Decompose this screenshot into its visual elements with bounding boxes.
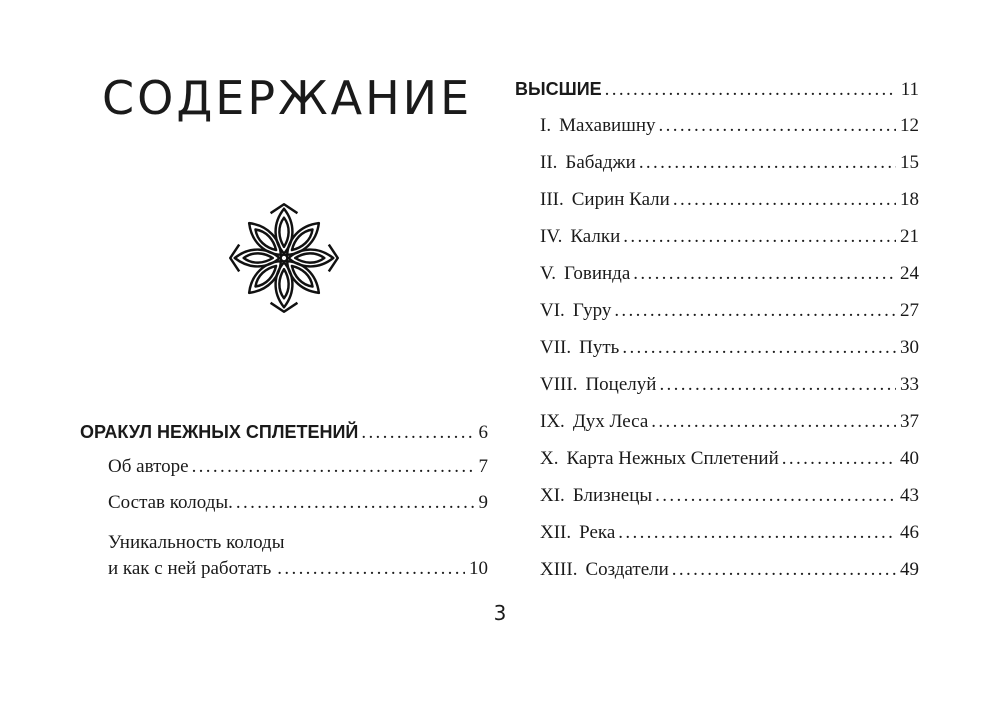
toc-item-5[interactable]: [540, 262, 919, 286]
leader-dots: [277, 556, 465, 582]
toc-item-label: Махавишну: [559, 115, 656, 136]
toc-item-4[interactable]: [540, 225, 919, 249]
page-ref: 11: [900, 79, 919, 100]
leader-dots: [623, 225, 896, 249]
leader-dots: [618, 521, 896, 545]
roman-numeral: VII.: [540, 337, 572, 358]
roman-numeral: IV.: [540, 226, 563, 247]
toc-item-11[interactable]: [540, 484, 919, 508]
toc-item-3[interactable]: [540, 188, 919, 212]
toc-item-label: Калки: [570, 226, 621, 247]
toc-item-label: Дух Леса: [572, 411, 649, 432]
roman-numeral: XI.: [540, 485, 565, 506]
page-ref: 15: [900, 152, 919, 173]
toc-item-label: Говинда: [564, 263, 631, 284]
roman-numeral: XII.: [540, 522, 572, 543]
toc-item-8[interactable]: [540, 373, 919, 397]
page-ref: 33: [900, 374, 919, 395]
page-ref: 27: [900, 300, 919, 321]
toc-item-label: Поцелуй: [585, 374, 657, 395]
toc-item-about-author[interactable]: [108, 455, 488, 479]
toc-item-label-line2: и как с ней работать: [108, 558, 272, 579]
toc-item-1[interactable]: [540, 114, 919, 138]
page-ref: 49: [900, 559, 919, 580]
page-ref: 6: [478, 422, 488, 443]
page-ref: 18: [900, 189, 919, 210]
leader-dots: [605, 78, 897, 102]
toc-item-label: Состав колоды.: [108, 492, 233, 513]
page-ref: 43: [900, 485, 919, 506]
toc-item-9[interactable]: [540, 410, 919, 434]
leader-dots: [673, 188, 896, 212]
roman-numeral: V.: [540, 263, 557, 284]
leader-dots: [236, 491, 475, 515]
roman-numeral: II.: [540, 152, 558, 173]
toc-item-label: Карта Нежных Сплетений: [566, 448, 779, 469]
toc-item-deck-uniqueness[interactable]: [108, 530, 488, 582]
toc-item-deck-contents[interactable]: [108, 491, 488, 515]
roman-numeral: IX.: [540, 411, 565, 432]
toc-item-6[interactable]: [540, 299, 919, 323]
toc-section-highest[interactable]: [515, 77, 919, 102]
roman-numeral: III.: [540, 189, 564, 210]
roman-numeral: VIII.: [540, 374, 578, 395]
leader-dots: [622, 336, 896, 360]
toc-item-label: Сирин Кали: [571, 189, 670, 210]
toc-item-label: Близнецы: [572, 485, 653, 506]
page-title: СОДЕРЖАНИЕ: [102, 71, 473, 125]
leader-dots: [614, 299, 896, 323]
toc-item-10[interactable]: [540, 447, 919, 471]
toc-item-label: Бабаджи: [565, 152, 636, 173]
toc-item-label: Об авторе: [108, 456, 189, 477]
toc-item-label: Путь: [579, 337, 620, 358]
page-ref: 30: [900, 337, 919, 358]
roman-numeral: VI.: [540, 300, 565, 321]
leader-dots: [655, 484, 896, 508]
leader-dots: [639, 151, 896, 175]
page-number: 3: [493, 601, 507, 625]
page-ref: 24: [900, 263, 919, 284]
toc-item-12[interactable]: [540, 521, 919, 545]
section-heading: ВЫСШИЕ: [515, 79, 602, 99]
toc-item-label: Гуру: [572, 300, 612, 321]
page-ref: 9: [478, 492, 488, 513]
page-ref: 46: [900, 522, 919, 543]
toc-section-oracle[interactable]: [80, 420, 488, 445]
toc-item-13[interactable]: [540, 558, 919, 582]
leader-dots: [651, 410, 896, 434]
leader-dots: [361, 421, 474, 445]
leader-dots: [659, 114, 896, 138]
leader-dots: [659, 373, 896, 397]
leader-dots: [192, 455, 475, 479]
roman-numeral: XIII.: [540, 559, 578, 580]
roman-numeral: X.: [540, 448, 559, 469]
toc-item-7[interactable]: [540, 336, 919, 360]
leader-dots: [672, 558, 896, 582]
leader-dots: [782, 447, 896, 471]
page-ref: 12: [900, 115, 919, 136]
page-ref: 40: [900, 448, 919, 469]
leader-dots: [633, 262, 896, 286]
toc-item-label-line1: Уникальность колоды: [108, 532, 285, 553]
page-ref: 21: [900, 226, 919, 247]
toc-item-2[interactable]: [540, 151, 919, 175]
toc-item-label: Создатели: [585, 559, 669, 580]
page-ref: 7: [478, 456, 488, 477]
mandala-flower-icon: [228, 202, 340, 314]
page-ref: 10: [469, 558, 488, 579]
page-ref: 37: [900, 411, 919, 432]
section-heading: ОРАКУЛ НЕЖНЫХ СПЛЕТЕНИЙ: [80, 422, 359, 442]
toc-item-label: Река: [579, 522, 616, 543]
roman-numeral: I.: [540, 115, 552, 136]
